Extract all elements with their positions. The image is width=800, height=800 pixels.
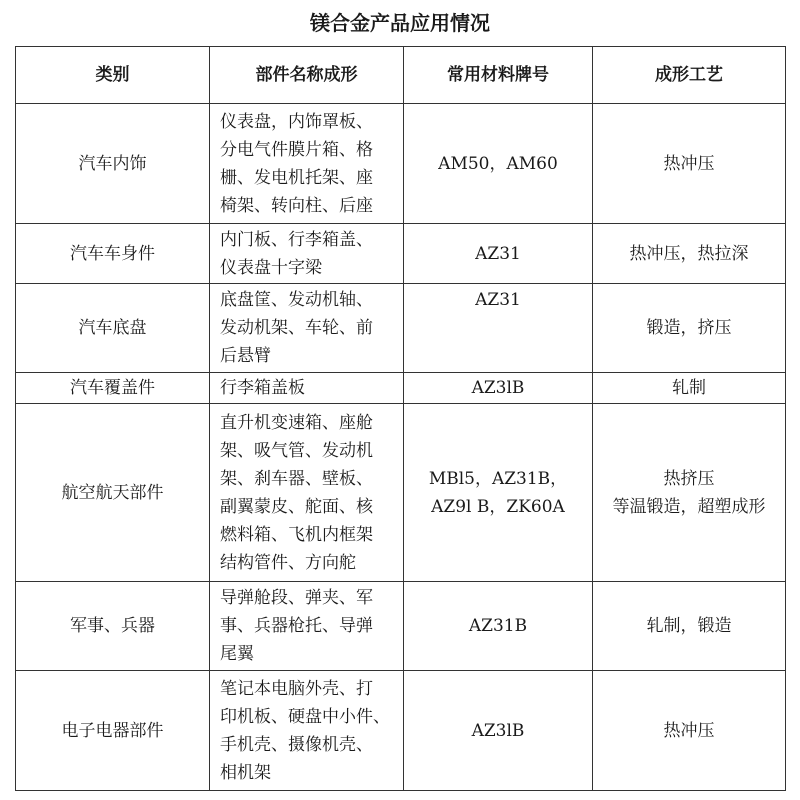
material-cell — [404, 671, 593, 791]
parts-cell — [210, 404, 404, 582]
parts-cell — [210, 671, 404, 791]
table-row — [16, 284, 786, 373]
parts-line: 笔记本电脑外壳、打 — [220, 678, 373, 699]
parts-line: 相机架 — [220, 762, 271, 783]
process-cell — [593, 224, 786, 284]
process-line: 热冲压 — [663, 153, 715, 174]
material-line: MBl5，AZ31B， — [428, 468, 568, 489]
material-line: AZ31 — [475, 290, 521, 310]
table-row — [16, 224, 786, 284]
parts-line: 事、兵器枪托、导弹 — [220, 616, 373, 636]
parts-line: 行李箱盖板 — [220, 378, 305, 398]
parts-line: 尾翼 — [220, 644, 254, 664]
table-row — [16, 671, 786, 791]
parts-line: 仪表盘十字梁 — [220, 257, 322, 278]
material-cell — [404, 582, 593, 671]
material-line: AZ3lB — [471, 720, 525, 741]
process-cell — [593, 284, 786, 373]
parts-line: 架、吸气管、发动机 — [220, 440, 373, 461]
process-cell — [593, 373, 786, 404]
process-line: 热冲压，热拉深 — [629, 243, 749, 264]
parts-line: 发动机架、车轮、前 — [220, 318, 373, 338]
parts-line: 后悬臂 — [220, 346, 271, 366]
material-cell — [404, 373, 593, 404]
header-category: 类别 — [16, 47, 210, 104]
process-cell — [593, 671, 786, 791]
parts-line: 分电气件膜片箱、格 — [220, 139, 373, 160]
category-cell: 军事、兵器 — [16, 582, 210, 671]
parts-line: 栅、发电机托架、座 — [220, 167, 373, 188]
parts-line: 椅架、转向柱、后座 — [220, 195, 373, 216]
process-line: 轧制，锻造 — [646, 616, 732, 636]
parts-line: 仪表盘，内饰罩板、 — [220, 111, 373, 132]
table-row — [16, 104, 786, 224]
material-cell — [404, 104, 593, 224]
parts-cell — [210, 582, 404, 671]
material-line: AZ31B — [468, 616, 528, 636]
header-material: 常用材料牌号 — [404, 47, 593, 104]
process-cell — [593, 582, 786, 671]
material-line: AM50，AM60 — [438, 153, 558, 174]
process-line: 热挤压 — [663, 468, 715, 489]
application-table — [15, 46, 786, 791]
parts-line: 直升机变速箱、座舱 — [220, 412, 373, 433]
parts-cell — [210, 373, 404, 404]
parts-line: 印机板、硬盘中小件、 — [220, 706, 390, 727]
category-cell: 电子电器部件 — [16, 671, 210, 791]
parts-cell — [210, 284, 404, 373]
parts-cell — [210, 224, 404, 284]
material-cell — [404, 284, 593, 373]
process-line: 热冲压 — [663, 720, 715, 741]
parts-cell — [210, 104, 404, 224]
parts-line: 燃料箱、飞机内框架 — [220, 524, 373, 545]
material-line: AZ9l B，ZK60A — [431, 496, 565, 517]
parts-line: 手机壳、摄像机壳、 — [220, 734, 373, 755]
material-line: AZ31 — [475, 243, 521, 264]
parts-line: 架、刹车器、壁板、 — [220, 468, 373, 489]
header-row — [16, 47, 786, 104]
material-cell — [404, 224, 593, 284]
header-process: 成形工艺 — [593, 47, 786, 104]
category-cell: 航空航天部件 — [16, 404, 210, 582]
process-cell — [593, 104, 786, 224]
process-line: 轧制 — [672, 378, 706, 398]
parts-line: 内门板、行李箱盖、 — [220, 229, 373, 250]
page-title: 镁合金产品应用情况 — [310, 11, 490, 35]
material-line: AZ3lB — [471, 378, 525, 398]
parts-line: 底盘筐、发动机轴、 — [220, 290, 373, 310]
process-line: 等温锻造，超塑成形 — [612, 496, 766, 517]
table-row — [16, 373, 786, 404]
header-parts: 部件名称成形 — [210, 47, 404, 104]
parts-line: 导弹舱段、弹夹、军 — [220, 588, 373, 608]
table-row — [16, 582, 786, 671]
parts-line: 结构管件、方向舵 — [220, 552, 356, 573]
table-row — [16, 404, 786, 582]
process-cell — [593, 404, 786, 582]
category-cell: 汽车车身件 — [16, 224, 210, 284]
parts-line: 副翼蒙皮、舵面、核 — [220, 496, 373, 517]
process-line: 锻造，挤压 — [646, 318, 732, 338]
category-cell: 汽车内饰 — [16, 104, 210, 224]
material-cell — [404, 404, 593, 582]
category-cell: 汽车底盘 — [16, 284, 210, 373]
category-cell: 汽车覆盖件 — [16, 373, 210, 404]
